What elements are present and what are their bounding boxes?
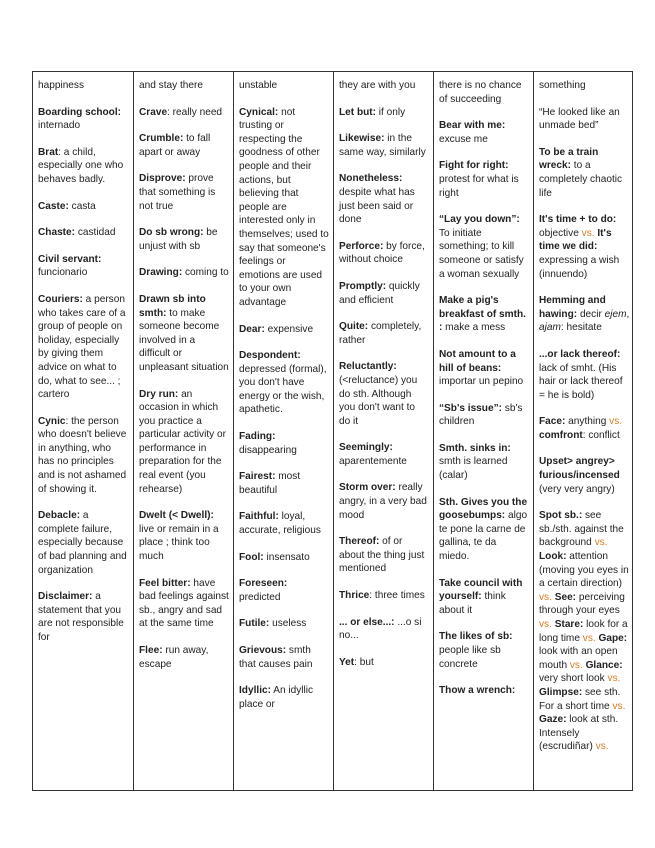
glossary-entry — [339, 441, 429, 468]
term-text: Not amount to a hill of beans: — [439, 348, 516, 374]
term-text: Glimpse: — [539, 686, 583, 698]
glossary-entry — [539, 415, 630, 442]
definition-text: they are with you — [339, 80, 416, 91]
versus-marker: vs. — [594, 537, 608, 549]
definition-text: loyal, accurate, religious — [239, 511, 321, 537]
glossary-entry — [439, 348, 529, 389]
term-text: Caste: — [38, 200, 69, 212]
definition-text: funcionario — [38, 267, 88, 279]
table-column — [133, 72, 233, 790]
definition-text: To initiate something; to kill someone or satisfy a woman sexually — [439, 227, 524, 280]
table-column — [233, 72, 333, 790]
term-text: Look: — [539, 551, 567, 563]
glossary-entry — [38, 253, 129, 280]
definition-text: : really need — [167, 106, 223, 118]
definition-text: look for a long time — [539, 619, 628, 644]
versus-marker: vs. — [539, 619, 552, 630]
term-text: Idyllic: — [239, 685, 271, 697]
definition-text: look with an open mouth — [539, 646, 618, 671]
glossary-entry — [239, 644, 329, 671]
term-text: Smth. sinks in: — [439, 442, 511, 454]
glossary-entry — [439, 119, 529, 146]
definition-text: see sb./sth. against the background — [539, 510, 624, 549]
term-text: Thrice — [339, 590, 370, 602]
definition-text: attention (moving you eyes in a certain direction) — [539, 551, 629, 590]
definition-text: expressing a wish (innuendo) — [539, 254, 620, 280]
glossary-entry — [139, 644, 229, 671]
term-text: Fading: — [239, 431, 276, 443]
definition-text: useless — [269, 618, 307, 630]
term-text: Storm over: — [339, 482, 396, 494]
term-text: Bear with me: — [439, 120, 506, 132]
definition-text: (very very angry) — [539, 483, 615, 495]
definition-text: excuse me — [439, 133, 488, 145]
definition-text: people like sb concrete — [439, 645, 501, 670]
definition-text: expensive — [264, 323, 314, 335]
term-text: Reluctantly: — [339, 361, 397, 373]
glossary-entry — [339, 79, 429, 93]
term-text: Thereof: — [339, 536, 380, 548]
term-text: ...or lack thereof: — [539, 348, 621, 360]
definition-text: by force, without choice — [339, 240, 425, 266]
definition-text: something — [539, 80, 586, 91]
definition-text: a person who takes care of a group of people on holiday, especially by giving them advice on what to do, what to see... ; cartero — [38, 293, 126, 401]
term-text: Make a pig's breakfast of smth. : — [439, 295, 526, 334]
term-text: Futile: — [239, 618, 270, 630]
definition-text: , — [626, 308, 630, 320]
glossary-entry — [38, 509, 129, 577]
glossary-entry — [339, 589, 429, 603]
term-text: Drawing: — [139, 267, 183, 279]
versus-marker: vs. — [582, 632, 596, 644]
glossary-entry — [539, 455, 630, 496]
term-text: Yet — [339, 656, 355, 668]
term-text: Perforce: — [339, 240, 384, 252]
term-text: Drawn sb into smth: — [139, 293, 206, 319]
definition-text: depressed (formal), you don't have energy or the wish, apathetic. — [239, 363, 327, 416]
table-column — [333, 72, 433, 790]
definition-text: really angry, in a very bad mood — [339, 482, 427, 521]
glossary-entry — [38, 226, 129, 240]
glossary-entry — [139, 509, 229, 563]
glossary-entry — [439, 442, 529, 483]
glossary-entry — [539, 213, 630, 281]
definition-text: “He looked like an unmade bed” — [539, 106, 620, 132]
definition-text: if only — [376, 106, 406, 118]
definition-text: despite what has just been said or done — [339, 186, 415, 226]
glossary-entry — [439, 577, 529, 618]
term-text: Stare: — [554, 619, 584, 630]
glossary-entry — [339, 132, 429, 159]
definition-text: perceiving through your eyes — [539, 591, 625, 617]
term-text: Gaze: — [539, 714, 567, 726]
glossary-entry — [539, 348, 630, 402]
term-text: “Lay you down”: — [439, 214, 520, 226]
table-column — [433, 72, 533, 790]
glossary-entry — [139, 226, 229, 253]
term-text: Promptly: — [339, 280, 387, 292]
definition-text: run away, escape — [139, 645, 209, 670]
term-text: Crave — [139, 106, 168, 118]
term-text: It's time + to do: — [539, 214, 617, 226]
versus-marker: vs. — [581, 227, 595, 239]
term-text: Feel bitter: — [139, 577, 191, 589]
glossary-entry — [539, 106, 630, 133]
glossary-entry — [439, 294, 529, 335]
term-text: Fool: — [239, 551, 264, 563]
definition-text: : hesitate — [560, 322, 602, 334]
glossary-entry — [139, 577, 229, 631]
glossary-entry — [139, 266, 229, 280]
definition-text: casta — [68, 200, 96, 212]
definition-text: : three times — [369, 590, 425, 602]
glossary-entry — [38, 106, 129, 133]
term-text: Upset> angrey> furious/incensed — [539, 456, 620, 482]
term-text: Gape: — [598, 632, 628, 644]
term-text: Face: — [539, 416, 566, 428]
term-text: Nonetheless: — [339, 173, 403, 185]
versus-marker: vs. — [569, 659, 583, 671]
glossary-entry — [339, 172, 429, 226]
definition-text: ajam — [539, 322, 561, 334]
glossary-entry — [139, 388, 229, 497]
vocabulary-table — [32, 71, 633, 791]
term-text: Take council with yourself: — [439, 577, 523, 603]
glossary-entry — [339, 106, 429, 120]
definition-text: a complete failure, especially because of bad planning and organization — [38, 510, 127, 576]
glossary-entry — [139, 106, 229, 120]
glossary-entry — [38, 79, 129, 93]
term-text: Dwelt (< Dwell): — [139, 510, 214, 522]
definition-text: : conflict — [582, 429, 620, 441]
glossary-entry — [339, 320, 429, 347]
definition-text: a statement that you are not responsible for — [38, 591, 124, 643]
definition-text: predicted — [239, 591, 281, 603]
term-text: Chaste: — [38, 227, 76, 239]
definition-text: aparentemente — [339, 455, 407, 467]
term-text: Couriers: — [38, 293, 83, 305]
glossary-entry — [439, 79, 529, 106]
term-text: See: — [554, 591, 577, 603]
glossary-entry — [239, 79, 329, 93]
term-text: Boarding school: — [38, 106, 121, 118]
definition-text: An idyllic place or — [239, 685, 314, 710]
term-text: Dear: — [239, 323, 265, 335]
definition-text: make a mess — [442, 322, 506, 334]
definition-text: most beautiful — [239, 471, 301, 496]
versus-marker: vs. — [595, 741, 609, 753]
definition-text: be unjust with sb — [139, 227, 218, 252]
glossary-entry — [239, 470, 329, 497]
term-text: Let but: — [339, 106, 376, 118]
definition-text: : the person who doesn't believe in anything, who has no principles and is not ashamed of showing it. — [38, 415, 127, 495]
definition-text: very short look — [539, 673, 608, 685]
term-text: It's time we did: — [539, 227, 612, 253]
glossary-entry — [38, 146, 129, 187]
definition-text: sb's children — [439, 402, 523, 428]
definition-text: insensato — [263, 551, 310, 563]
term-text: Likewise: — [339, 133, 385, 145]
glossary-entry — [139, 293, 229, 375]
term-text: The likes of sb: — [439, 631, 513, 643]
term-text: Dry run: — [139, 388, 179, 400]
term-text: Brat — [38, 146, 59, 158]
glossary-entry — [239, 684, 329, 711]
term-text: Fairest: — [239, 471, 276, 483]
term-text: ... or else...: — [339, 616, 395, 628]
definition-text: ...o si no... — [339, 616, 422, 642]
definition-text: prove that something is not true — [139, 173, 216, 212]
term-text: Disprove: — [139, 173, 186, 185]
glossary-entry — [439, 630, 529, 671]
table-column — [33, 72, 133, 790]
glossary-entry — [439, 159, 529, 200]
glossary-entry — [139, 172, 229, 213]
glossary-entry — [439, 684, 529, 698]
versus-marker: vs. — [612, 700, 626, 712]
term-text: Flee: — [139, 645, 163, 656]
term-text: Quite: — [339, 321, 369, 333]
definition-text: algo te pone la carne de gallina, te da miedo. — [439, 510, 528, 563]
definition-text: : but — [354, 656, 374, 668]
term-text: Foreseen: — [239, 578, 288, 590]
glossary-entry — [38, 415, 129, 497]
definition-text: importar un pepino — [439, 376, 524, 388]
definition-text: unstable — [239, 80, 278, 91]
table-column — [533, 72, 634, 790]
glossary-entry — [239, 349, 329, 417]
definition-text: objective — [539, 227, 582, 239]
glossary-entry — [339, 616, 429, 643]
definition-text: of or about the thing just mentioned — [339, 536, 425, 575]
definition-text: think about it — [439, 591, 506, 616]
definition-text: live or remain in a place ; think too much — [139, 523, 219, 563]
definition-text: to fall apart or away — [139, 133, 211, 158]
term-text: Cynical: — [239, 106, 279, 118]
definition-text: castidad — [75, 227, 116, 239]
definition-text: disappearing — [239, 444, 297, 456]
definition-text: (<reluctance) you do sth. Although you don't want to do it — [339, 374, 418, 427]
definition-text: not trusting or respecting the goodness of other people and their actions, but believing that people are interested only in themselves; used to say that someone's feelings or emotions are used to your own advantage — [239, 106, 329, 308]
term-text: Spot sb.: — [539, 510, 583, 522]
definition-text: smth that causes pain — [239, 645, 313, 670]
term-text: To be a train wreck: — [539, 146, 599, 172]
term-text: Despondent: — [239, 350, 301, 362]
glossary-entry — [539, 509, 630, 754]
term-text: Glance: — [585, 659, 623, 671]
glossary-entry — [239, 510, 329, 537]
term-text: Disclaimer: — [38, 591, 93, 603]
term-text: Fight for right: — [439, 160, 509, 172]
glossary-entry — [38, 590, 129, 644]
term-text: Civil servant: — [38, 253, 102, 265]
definition-text: anything — [565, 416, 610, 428]
definition-text: to a completely chaotic life — [539, 160, 623, 199]
term-text: Seemingly: — [339, 442, 393, 454]
glossary-entry — [239, 577, 329, 604]
definition-text: and stay there — [139, 80, 203, 91]
glossary-entry — [339, 360, 429, 428]
term-text: Cynic — [38, 415, 66, 427]
definition-text: an occasion in which you practice a particular activity or performance in preparation for the real event (you rehearse) — [139, 388, 226, 495]
term-text: Debacle: — [38, 510, 81, 522]
term-text: Faithful: — [239, 511, 279, 523]
term-text: Grievous: — [239, 645, 287, 656]
definition-text: happiness — [38, 80, 85, 91]
glossary-entry — [339, 481, 429, 522]
term-text: “Sb's issue”: — [439, 402, 502, 414]
glossary-entry — [139, 79, 229, 93]
definition-text: see sth. For a short time — [539, 686, 621, 712]
glossary-entry — [239, 430, 329, 457]
definition-text: protest for what is right — [439, 173, 519, 199]
definition-text: decir — [577, 308, 605, 320]
definition-text: ejem — [604, 308, 627, 320]
glossary-entry — [439, 213, 529, 281]
glossary-entry — [539, 79, 630, 93]
term-text: Thow a wrench: — [439, 685, 516, 697]
term-text: Crumble: — [139, 133, 184, 145]
glossary-entry — [339, 280, 429, 307]
glossary-entry — [339, 535, 429, 576]
definition-text: completely, rather — [339, 321, 422, 346]
glossary-entry — [38, 200, 129, 214]
glossary-entry — [239, 106, 329, 310]
glossary-entry — [239, 323, 329, 337]
definition-text: look at sth. Intensely (escrudiñar) — [539, 714, 619, 753]
term-text: Hemming and hawing: — [539, 295, 606, 320]
definition-text: : a child, especially one who behaves badly. — [38, 146, 124, 185]
versus-marker: vs. — [539, 591, 552, 603]
definition-text: have bad feelings against sb., angry and sad at the same time — [139, 577, 229, 630]
definition-text: smth is learned (calar) — [439, 456, 508, 482]
definition-text: quickly and efficient — [339, 280, 420, 306]
glossary-entry — [239, 551, 329, 565]
definition-text: to make someone become involved in a difficult or unpleasant situation — [139, 307, 229, 373]
versus-marker: vs. — [609, 416, 623, 428]
definition-text: internado — [38, 120, 81, 132]
glossary-entry — [239, 617, 329, 631]
term-text: comfront — [539, 429, 583, 441]
definition-text: in the same way, similarly — [339, 133, 426, 158]
glossary-entry — [439, 402, 529, 429]
glossary-entry — [339, 240, 429, 267]
glossary-entry — [539, 146, 630, 200]
glossary-entry — [539, 294, 630, 335]
definition-text: coming to — [182, 267, 229, 279]
term-text: Do sb wrong: — [139, 227, 204, 239]
definition-text: there is no chance of succeeding — [439, 80, 522, 105]
glossary-entry — [38, 293, 129, 402]
glossary-entry — [439, 496, 529, 564]
glossary-entry — [339, 656, 429, 670]
definition-text: lack of smht. (His hair or lack thereof = he is bold) — [539, 362, 623, 401]
versus-marker: vs. — [607, 673, 621, 685]
glossary-entry — [139, 132, 229, 159]
term-text: Sth. Gives you the goosebumps: — [439, 496, 528, 522]
